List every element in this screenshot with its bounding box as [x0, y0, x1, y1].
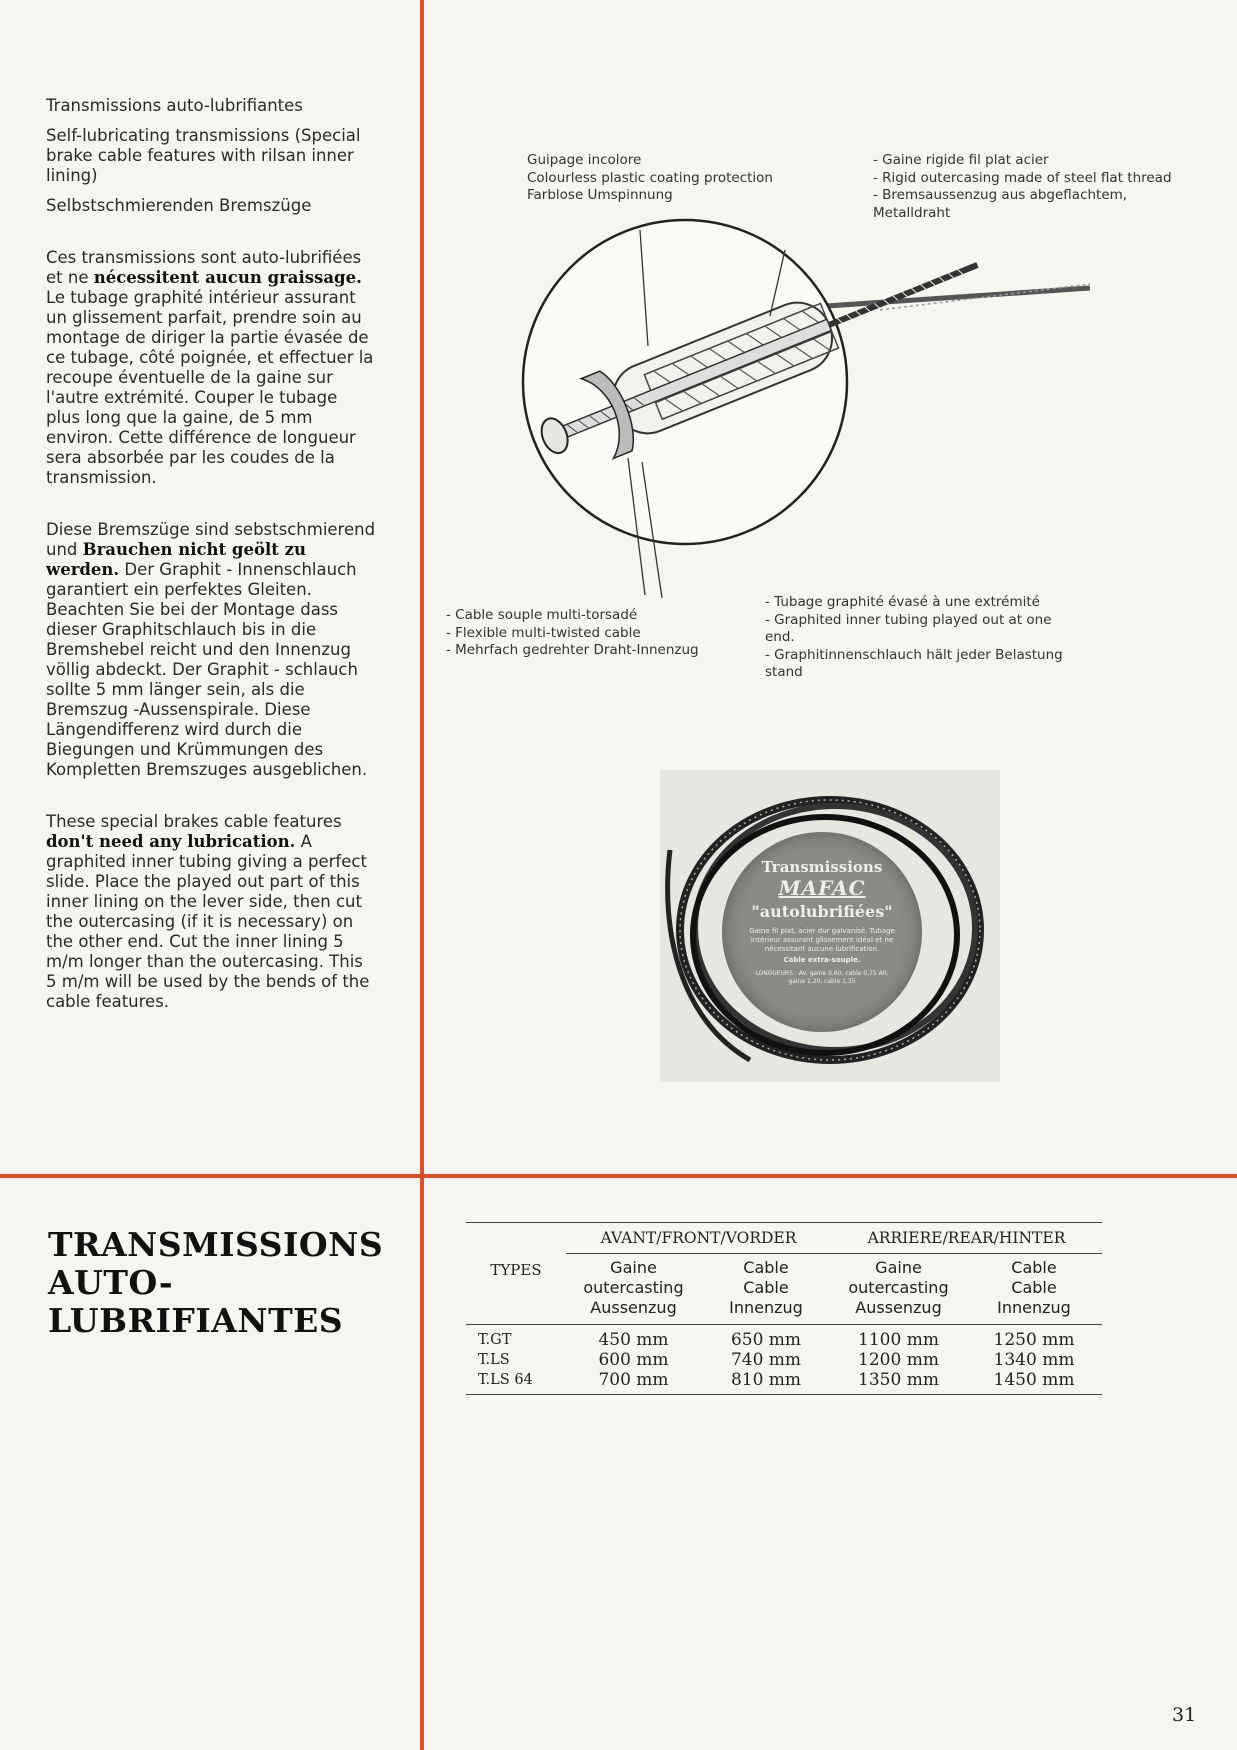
- table-group-header: [466, 1223, 1102, 1254]
- table-column-header: [466, 1254, 1102, 1325]
- table-row: T.LS 64 700 mm 810 mm 1350 mm 1450 mm: [466, 1370, 1102, 1395]
- product-label-disk: Transmissions MAFAC "autolubrifiées" Gaine fil plat, acier dur galvanisé. Tubage intérieur assurant glissement idéal et ne nécessitant aucune lubrification. Cable extra-souple. LONGUEURS : AV. gaine 0,60, cable 0,75 AR. gaine 1,20, cable 1,35: [722, 832, 922, 1032]
- product-photo: [660, 770, 1000, 1082]
- group-front: AVANT/FRONT/VORDER: [566, 1223, 831, 1254]
- table-row: T.LS 600 mm 740 mm 1200 mm 1340 mm: [478, 1350, 1075, 1370]
- rear-cable-header: Cable Cable Innenzug: [966, 1254, 1102, 1325]
- label-tubing: - Tubage graphité évasé à une extrémité - Graphited inner tubing played out at one end. - Graphitinnenschlauch hält jeder Belastung stand: [765, 594, 1063, 680]
- title-de: Selbstschmierenden Bremszüge: [46, 196, 312, 215]
- front-gaine-header: Gaine outercasting Aussenzug: [566, 1254, 701, 1325]
- cable-cross-section-diagram: [440, 200, 1100, 600]
- vertical-rule: [420, 0, 424, 1750]
- table-row: T.GT 450 mm 650 mm 1100 mm 1250 mm: [478, 1330, 1075, 1350]
- paragraph-en: These special brakes cable features don't need any lubrication. A graphited inner tubing giving a perfect slide. Place the played out part of this inner lining on the lever side, then cut the outercasing (if it is necessary) on the other end. Cut the inner lining 5 m/m longer than the outercasing. This 5 m/m will be used by the bends of the cable features.: [46, 812, 370, 1011]
- group-rear: ARRIERE/REAR/HINTER: [831, 1223, 1102, 1254]
- label-coating: Guipage incolore Colourless plastic coating protection Farblose Umspinnung: [527, 152, 773, 203]
- paragraph-de: Diese Bremszüge sind sebstschmierend und Brauchen nicht geölt zu werden. Der Graphit - Innenschlauch garantiert ein perfektes Gleiten. Beachten Sie bei der Montage dass dieser Graphitschlauch bis in die Bremshebel reicht und den Innenzug völlig abdeckt. Der Graphit - schlauch sollte 5 mm länger sein, als die Bremszug -Aussenspirale. Diese Längendifferenz wird durch die Biegungen und Krümmungen des Kompletten Bremszuges ausgeblichen.: [46, 520, 376, 779]
- rear-gaine-header: Gaine outercasting Aussenzug: [831, 1254, 966, 1325]
- page-number: 31: [1172, 1704, 1197, 1726]
- title-en: Self-lubricating transmissions (Special brake cable features with rilsan inner lining): [46, 126, 361, 185]
- title-fr: Transmissions auto-lubrifiantes: [46, 96, 303, 115]
- section-title: TRANSMISSIONS AUTO- LUBRIFIANTES: [48, 1225, 384, 1340]
- horizontal-rule: [0, 1174, 1237, 1178]
- length-table: [466, 1222, 1102, 1395]
- paragraph-fr: Ces transmissions sont auto-lubrifiées et ne nécessitent aucun graissage. Le tubage graphité intérieur assurant un glissement parfait, prendre soin au montage de diriger la partie évasée de ce tubage, côté poignée, et effectuer la recoupe éventuelle de la gaine sur l'autre extrémité. Couper le tubage plus long que la gaine, de 5 mm environ. Cette différence de longueur sera absorbée par les coudes de la transmission.: [46, 248, 374, 487]
- label-cable: - Cable souple multi-torsadé - Flexible multi-twisted cable - Mehrfach gedrehter Draht-Innenzug: [446, 607, 699, 658]
- description-column: [46, 96, 376, 1012]
- front-cable-header: Cable Cable Innenzug: [701, 1254, 831, 1325]
- types-header: TYPES: [466, 1254, 566, 1325]
- label-outercasing: - Gaine rigide fil plat acier - Rigid outercasing made of steel flat thread - Bremsaussenzug aus abgeflachtem, Metalldraht: [873, 152, 1172, 221]
